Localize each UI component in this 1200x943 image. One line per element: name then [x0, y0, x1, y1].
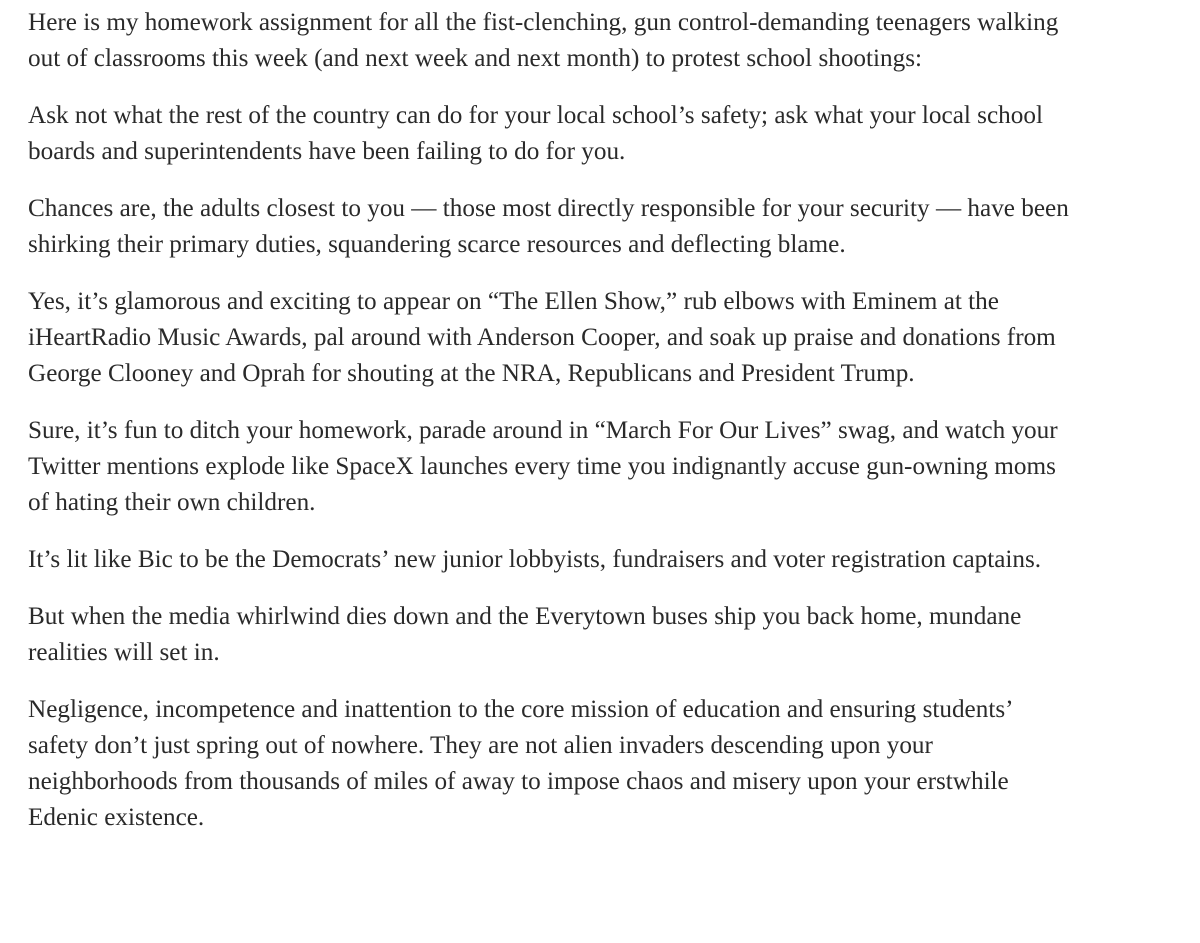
paragraph-lit-like-bic: It’s lit like Bic to be the Democrats’ new junior lobbyists, fundraisers and voter registration captains.: [28, 546, 1042, 573]
paragraph-ask-not: Ask not what the rest of the country can do for your local school’s safety; ask what your local school boards and superintendents have been failing to do for you.: [28, 102, 1043, 165]
paragraph-homework-assignment: Here is my homework assignment for all the fist-clenching, gun control-demanding teenagers walking out of classrooms this week (and next week and next month) to protest school shootings:: [28, 9, 1059, 72]
article-body: [28, 5, 1193, 857]
paragraph-glamorous: Yes, it’s glamorous and exciting to appear on “The Ellen Show,” rub elbows with Eminem at the iHeartRadio Music Awards, pal around with Anderson Cooper, and soak up praise and donations from George Clooney and Oprah for shouting at the NRA, Republicans and President Trump.: [28, 288, 1056, 387]
paragraph-negligence: Negligence, incompetence and inattention to the core mission of education and ensuring students’ safety don’t just spring out of nowhere. They are not alien invaders descending upon your neighborhoods from thousands of miles of away to impose chaos and misery upon your erstwhile Edenic existence.: [28, 696, 1014, 831]
paragraph-chances-are: Chances are, the adults closest to you — those most directly responsible for your security — have been shirking their primary duties, squandering scarce resources and deflecting blame.: [28, 195, 1069, 258]
paragraph-ditch-homework: Sure, it’s fun to ditch your homework, parade around in “March For Our Lives” swag, and watch your Twitter mentions explode like SpaceX launches every time you indignantly accuse gun-owning moms of hating their own children.: [28, 417, 1058, 516]
paragraph-media-whirlwind: But when the media whirlwind dies down and the Everytown buses ship you back home, mundane realities will set in.: [28, 603, 1022, 666]
